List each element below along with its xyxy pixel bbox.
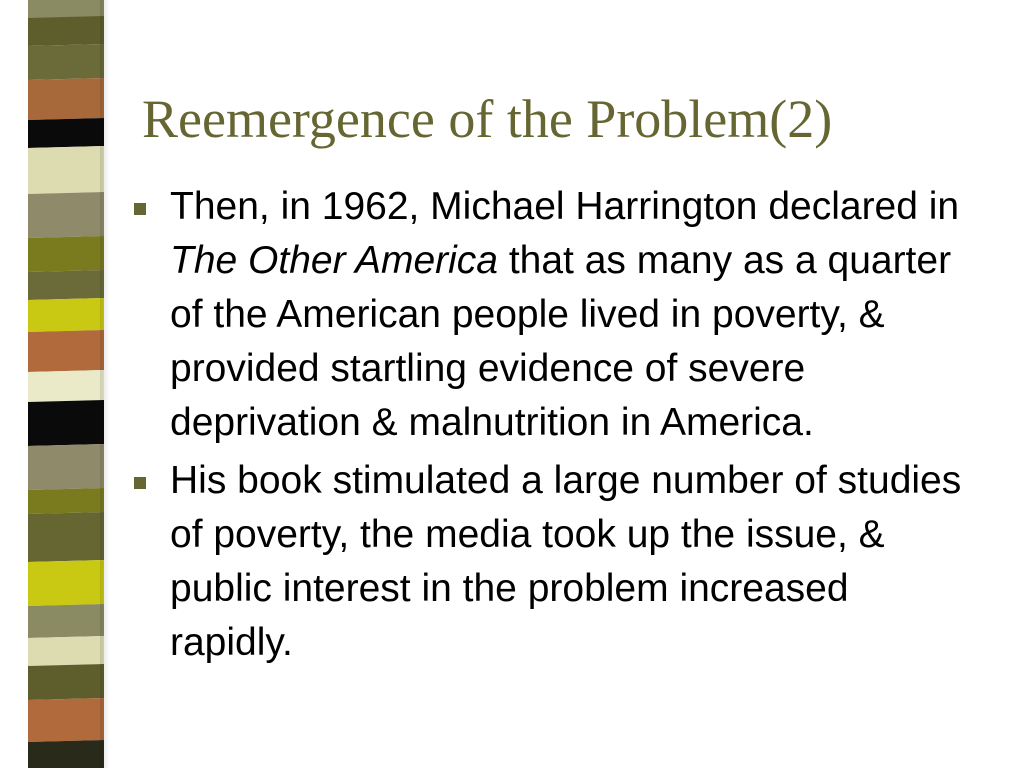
stripe-shadow [100, 0, 110, 768]
bullet-text-1-before: Then, in 1962, Michael Harrington declared in [170, 185, 960, 228]
bullet-item-1 [130, 180, 980, 450]
slide-title: Reemergence of the Problem(2) [142, 89, 833, 149]
square-bullet-icon [134, 203, 146, 215]
square-bullet-icon [134, 477, 146, 489]
bullet-list [130, 180, 980, 674]
bullet-text-2: His book stimulated a large number of studies of poverty, the media took up the issue, & public interest in the problem increased rapidly. [170, 459, 962, 664]
bullet-text-1-after: that as many as a quarter of the American people lived in poverty, & provided startling evidence of severe deprivation & malnutrition in America. [170, 239, 952, 444]
bullet-item-2 [130, 454, 980, 670]
decorative-stripe-bar [28, 0, 104, 768]
book-title: The Other America [170, 239, 498, 282]
bullet-text-1 [170, 185, 959, 444]
